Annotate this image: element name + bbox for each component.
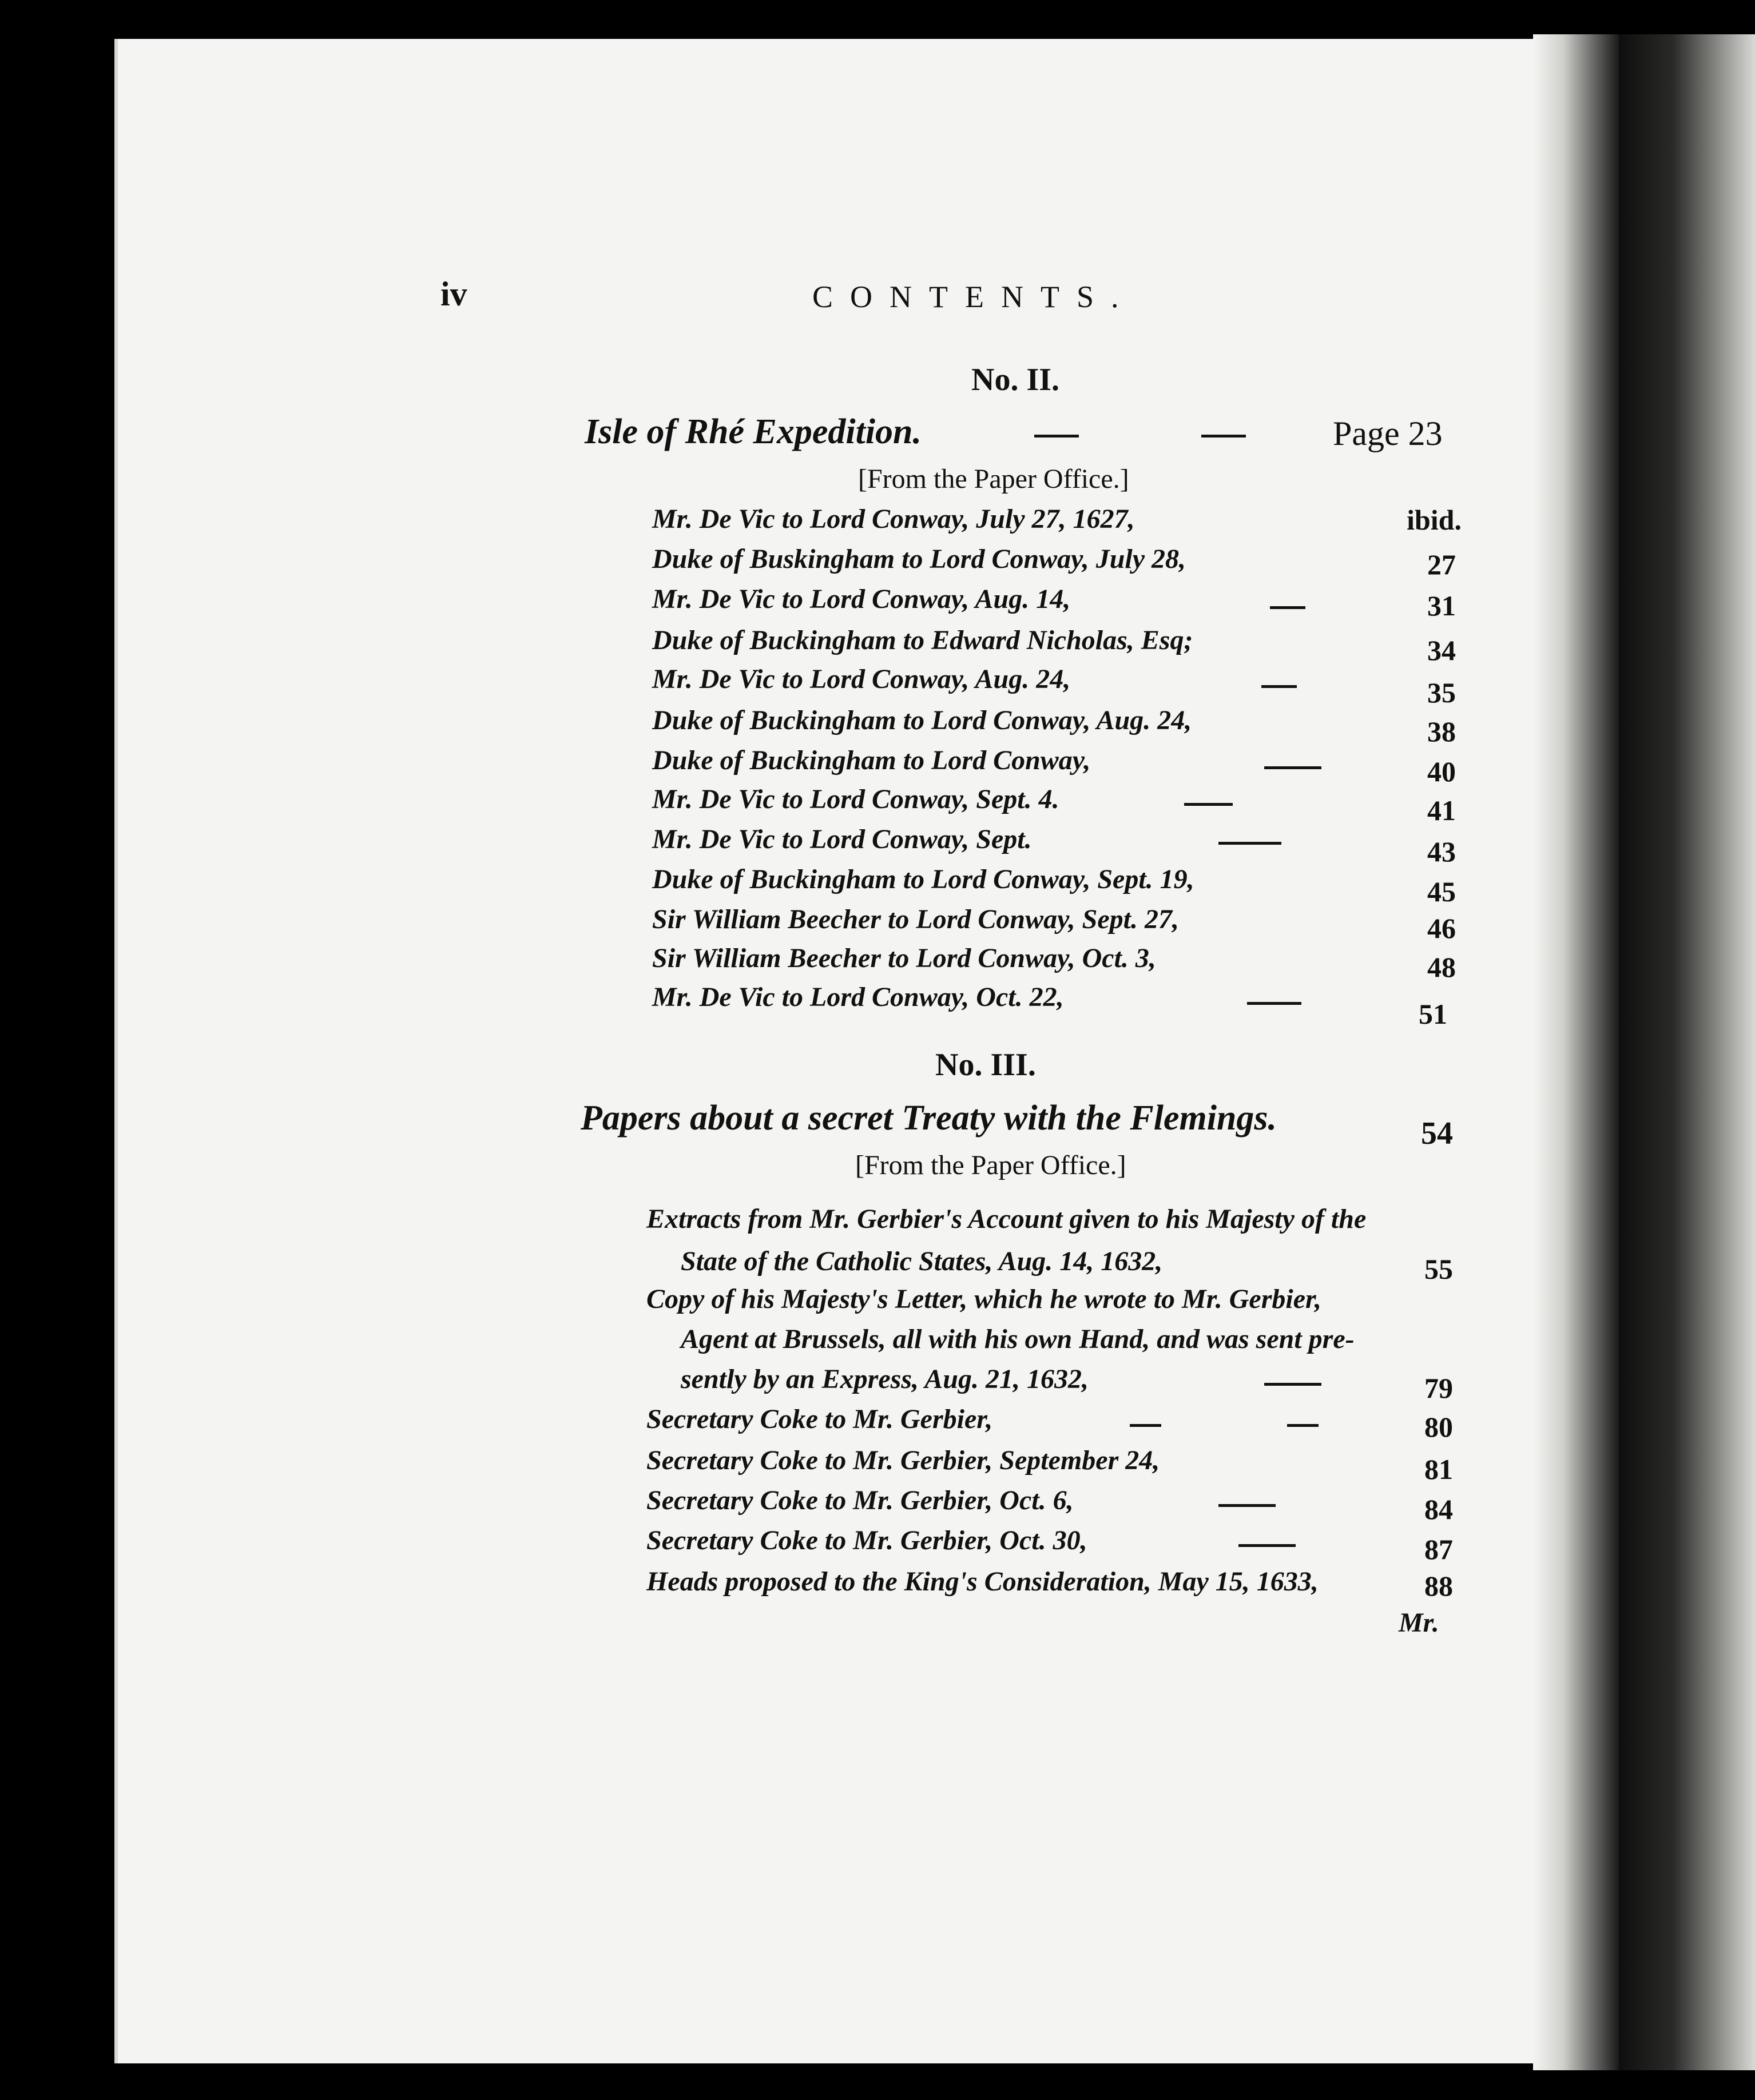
contents-entry: Secretary Coke to Mr. Gerbier, Oct. 30,: [646, 1525, 1087, 1556]
leader-dash: [1130, 1424, 1161, 1427]
section-page: Page 23: [1333, 415, 1443, 452]
leader-dash: [1270, 606, 1305, 609]
entry-page: 34: [1427, 634, 1456, 666]
contents-entry: Mr. De Vic to Lord Conway, Sept.: [652, 824, 1032, 854]
contents-entry: Mr. De Vic to Lord Conway, Aug. 24,: [652, 664, 1071, 694]
leader-dash: [1247, 1002, 1301, 1005]
leader-dash: [1264, 1383, 1321, 1386]
contents-entry: Secretary Coke to Mr. Gerbier,: [646, 1404, 993, 1434]
contents-entry: Duke of Buckingham to Lord Conway, Sept. 19,: [652, 864, 1194, 894]
entry-page: 43: [1427, 836, 1456, 868]
contents-entry: Duke of Buckingham to Lord Conway,: [652, 745, 1091, 775]
section-number: No. II.: [971, 362, 1060, 397]
entry-page: 48: [1427, 951, 1456, 983]
book-page: [114, 39, 1566, 2063]
contents-entry: Mr. De Vic to Lord Conway, Aug. 14,: [652, 584, 1071, 614]
entry-page: 79: [1424, 1372, 1453, 1404]
leader-dash: [1218, 1504, 1276, 1507]
entry-page: 46: [1427, 912, 1456, 944]
leader-dash: [1287, 1424, 1319, 1427]
contents-entry: Extracts from Mr. Gerbier's Account given to his Majesty of the: [646, 1204, 1367, 1234]
entry-page: 38: [1427, 715, 1456, 747]
contents-entry: Secretary Coke to Mr. Gerbier, Oct. 6,: [646, 1485, 1074, 1516]
contents-entry: Sir William Beecher to Lord Conway, Oct. 3,: [652, 943, 1156, 973]
leader-dash: [1184, 803, 1233, 806]
contents-entry: Duke of Buskingham to Lord Conway, July 28,: [652, 544, 1186, 574]
section-page: 54: [1421, 1116, 1453, 1151]
contents-entry: Copy of his Majesty's Letter, which he wrote to Mr. Gerbier,: [646, 1284, 1322, 1314]
entry-page: 87: [1424, 1533, 1453, 1565]
leader-dash: [1261, 685, 1297, 688]
facing-page-edge: [1619, 34, 1755, 2070]
contents-entry: Mr. De Vic to Lord Conway, Oct. 22,: [652, 982, 1064, 1012]
entry-page: 88: [1424, 1570, 1453, 1602]
entry-page: 40: [1427, 755, 1456, 788]
section-title: Isle of Rhé Expedition.: [585, 412, 922, 451]
page-gutter-shadow: [1533, 34, 1619, 2070]
source-note: [From the Paper Office.]: [858, 464, 1129, 494]
entry-page: 51: [1419, 998, 1447, 1030]
entry-page: ibid.: [1407, 504, 1462, 536]
contents-entry: Mr. De Vic to Lord Conway, July 27, 1627,: [652, 504, 1135, 534]
entry-page: 41: [1427, 794, 1456, 826]
contents-entry-continued: State of the Catholic States, Aug. 14, 1632,: [681, 1246, 1163, 1276]
entry-page: 80: [1424, 1411, 1453, 1443]
source-note: [From the Paper Office.]: [855, 1150, 1126, 1180]
section-title: Papers about a secret Treaty with the Flemings.: [581, 1099, 1277, 1138]
contents-entry-continued: sently by an Express, Aug. 21, 1632,: [681, 1364, 1089, 1394]
leader-dash: [1264, 766, 1321, 769]
contents-entry: Duke of Buckingham to Lord Conway, Aug. 24,: [652, 705, 1192, 735]
contents-entry: Mr. De Vic to Lord Conway, Sept. 4.: [652, 784, 1059, 814]
section-number: No. III.: [935, 1047, 1036, 1083]
leader-dash: [1201, 435, 1246, 438]
entry-page: 35: [1427, 677, 1456, 709]
page-folio: iv: [440, 275, 467, 313]
running-title: CONTENTS.: [812, 280, 1136, 314]
entry-page: 31: [1427, 590, 1456, 622]
entry-page: 55: [1424, 1253, 1453, 1285]
leader-dash: [1034, 435, 1079, 438]
leader-dash: [1238, 1544, 1296, 1547]
entry-page: 45: [1427, 876, 1456, 908]
contents-entry-continued: Agent at Brussels, all with his own Hand, and was sent pre-: [681, 1324, 1355, 1354]
entry-page: 81: [1424, 1453, 1453, 1485]
leader-dash: [1218, 842, 1281, 845]
contents-entry: Duke of Buckingham to Edward Nicholas, Esq;: [652, 625, 1193, 655]
catchword: Mr.: [1399, 1608, 1439, 1638]
contents-entry: Secretary Coke to Mr. Gerbier, September 24,: [646, 1445, 1160, 1475]
contents-entry: Heads proposed to the King's Consideration, May 15, 1633,: [646, 1566, 1319, 1597]
entry-page: 27: [1427, 548, 1456, 580]
contents-entry: Sir William Beecher to Lord Conway, Sept. 27,: [652, 904, 1179, 934]
entry-page: 84: [1424, 1493, 1453, 1525]
